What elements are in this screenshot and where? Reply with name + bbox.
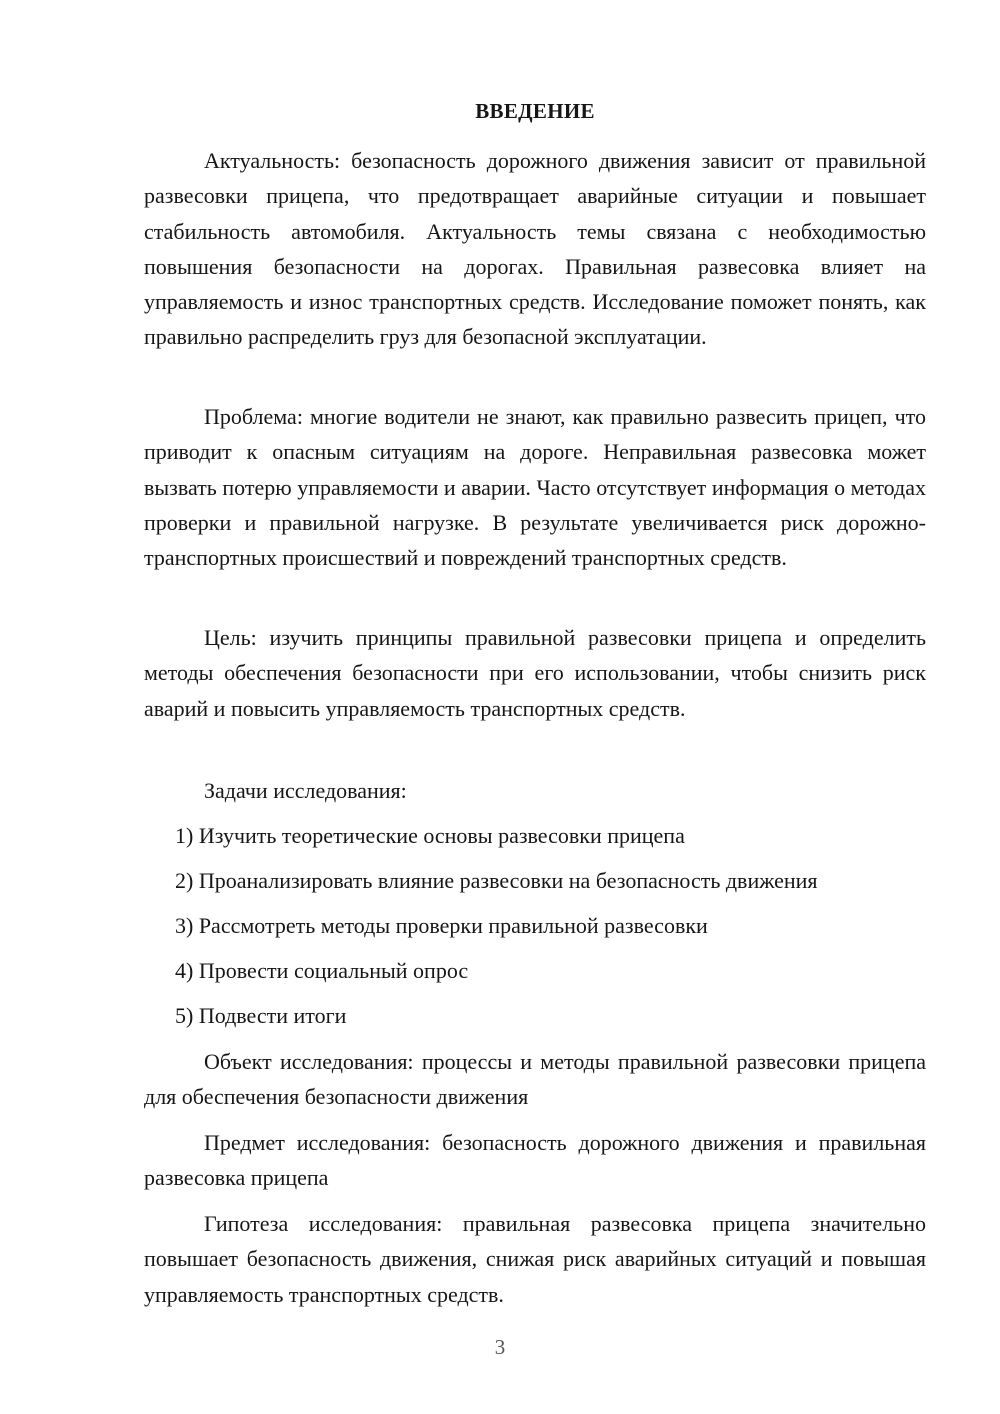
goal-paragraph: Цель: изучить принципы правильной развесовки прицепа и определить методы обеспечения безопасности при его использовании, чтобы снизить риск аварий и повысить управляемость транспортных средств. xyxy=(144,625,926,721)
task-item: 5) Подвести итоги xyxy=(175,1003,347,1028)
task-item: 2) Проанализировать влияние развесовки на безопасность движения xyxy=(175,868,818,893)
subject-paragraph: Предмет исследования: безопасность дорожного движения и правильная развесовка прицепа xyxy=(144,1130,926,1191)
problem-paragraph: Проблема: многие водители не знают, как правильно развесить прицеп, что приводит к опасным ситуациям на дороге. Неправильная развесовка может вызвать потерю управляемости и аварии. Часто отсутствует информация о методах проверки и правильной нагрузке. В результате увеличивается риск дорожно-транспортных происшествий и повреждений транспортных средств. xyxy=(144,404,926,571)
task-item: 3) Рассмотреть методы проверки правильной развесовки xyxy=(175,913,708,938)
page-title: ВВЕДЕНИЕ xyxy=(475,99,595,123)
tasks-heading: Задачи исследования: xyxy=(204,778,407,803)
page-number: 3 xyxy=(494,1335,506,1359)
hypothesis-paragraph: Гипотеза исследования: правильная развесовка прицепа значительно повышает безопасность движения, снижая риск аварийных ситуаций и повышая управляемость транспортных средств. xyxy=(144,1211,926,1307)
object-paragraph: Объект исследования: процессы и методы правильной развесовки прицепа для обеспечения безопасности движения xyxy=(144,1049,926,1110)
relevance-paragraph: Актуальность: безопасность дорожного движения зависит от правильной развесовки прицепа, что предотвращает аварийные ситуации и повышает стабильность автомобиля. Актуальность темы связана с необходимостью повышения безопасности на дорогах. Правильная развесовка влияет на управляемость и износ транспортных средств. Исследование поможет понять, как правильно распределить груз для безопасной эксплуатации. xyxy=(144,148,926,350)
task-item: 4) Провести социальный опрос xyxy=(175,958,469,983)
task-item: 1) Изучить теоретические основы развесовки прицепа xyxy=(175,823,685,848)
